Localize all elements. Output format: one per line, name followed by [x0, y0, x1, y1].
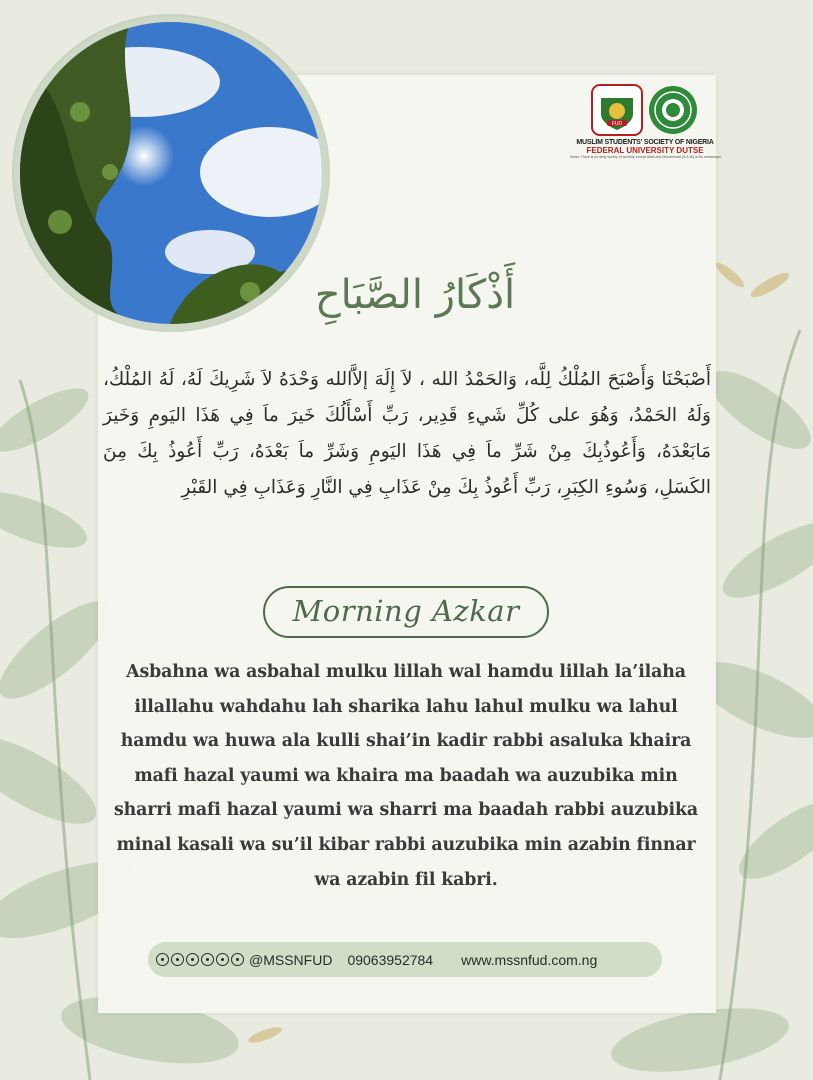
x-icon[interactable] [186, 953, 199, 966]
telegram-icon[interactable] [216, 953, 229, 966]
instagram-icon[interactable] [171, 953, 184, 966]
youtube-icon[interactable] [201, 953, 214, 966]
phone-number[interactable]: 09063952784 [347, 951, 434, 968]
fud-crest-icon [591, 84, 643, 136]
arabic-title: أَذْكَارُ الصَّبَاحِ [314, 272, 516, 318]
logo-motto: Motto: There is no deity worthy of worship except Allah and Muhammad (S.A.W) is his messenger [570, 155, 722, 159]
mssn-logo [570, 84, 720, 174]
facebook-icon[interactable] [156, 953, 169, 966]
english-title: Morning Azkar [263, 586, 549, 638]
website-link[interactable]: www.mssnfud.com.ng [461, 951, 598, 968]
logo-badge: FUD [611, 121, 623, 127]
social-icons [156, 953, 244, 966]
arabic-dua-text: أَصْبَحْنَا وَأَصْبَحَ المُلْكُ لِلَّه، وَالحَمْدُ الله ، لاَ إِلَهَ إلاَّالله وَحْدَهُ لاَ شَرِيكَ لَهُ، لَهُ المُلْكُ، وَلَهُ الحَمْدُ، وَهُوَ على كُلِّ شَيءِ قَدِير، رَبِّ أَسْأَلُكَ خَيرَ ماَ فِي هَذَا اليَومِ وَخَيرَ مَابَعْدَهُ، وَأَعُوذُبِكَ مِنْ شَرِّ ماَ فِي هَذَا اليَومِ وَشَرِّ ماَ بَعْدَهُ، رَبِّ أَعُوذُ بِكَ مِنَ الكَسَلِ، وَسُوءِ الكِبَرِ، رَبِّ أَعُوذُ بِكَ مِنْ عَذَابِ فِي النَّارِ وَعَذَابِ فِي القَبْرِ [103, 369, 711, 498]
social-handle[interactable]: @MSSNFUD [249, 951, 333, 968]
footer-contact-bar [148, 942, 662, 977]
logo-subtitle: FEDERAL UNIVERSITY DUTSE [586, 146, 704, 155]
transliteration-text: Asbahna wa asbahal mulku lillah wal hamdu lillah la’ilaha illallahu wahdahu lah sharika lahu lahul mulku wa lahul hamdu wa huwa ala kulli shai’in kadir rabbi asaluka khaira mafi hazal yaumi wa khaira ma baadah wa auzubika min sharri mafi hazal yaumi wa sharri ma baadah rabbi auzubika minal kasali wa su’il kibar rabbi auzubika min azabin finnar wa azabin fil kabri. [113, 662, 699, 890]
logo-title: MUSLIM STUDENTS' SOCIETY OF NIGERIA [576, 139, 714, 146]
mssn-seal-icon [647, 84, 699, 136]
tiktok-icon[interactable] [231, 953, 244, 966]
